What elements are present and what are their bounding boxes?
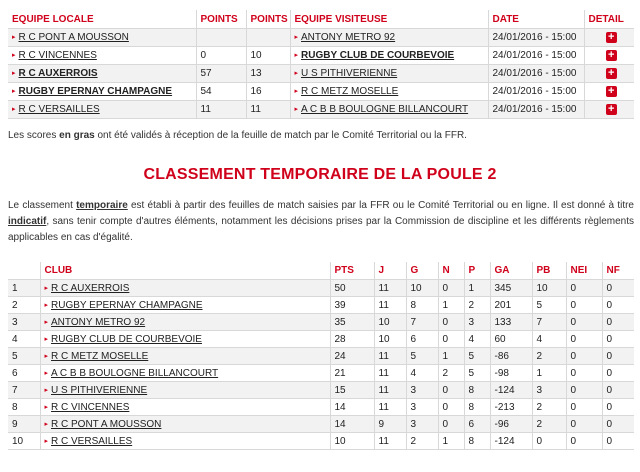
n-cell: 0 bbox=[438, 280, 464, 297]
triangle-bullet-icon: ▸ bbox=[294, 106, 299, 113]
p-cell: 6 bbox=[464, 416, 490, 433]
header-nf: NF bbox=[602, 262, 634, 280]
triangle-bullet-icon: ▸ bbox=[44, 352, 49, 360]
club-link[interactable]: RUGBY EPERNAY CHAMPAGNE bbox=[51, 299, 203, 311]
away-team-cell bbox=[290, 65, 488, 83]
detail-plus-icon[interactable]: + bbox=[606, 68, 617, 79]
ga-cell: -96 bbox=[490, 416, 532, 433]
triangle-bullet-icon: ▸ bbox=[44, 437, 49, 445]
n-cell: 1 bbox=[438, 297, 464, 314]
pts-cell: 21 bbox=[330, 365, 374, 382]
g-cell: 10 bbox=[406, 280, 438, 297]
pts-cell: 35 bbox=[330, 314, 374, 331]
away-team-cell bbox=[290, 47, 488, 65]
away-team-link[interactable]: R C METZ MOSELLE bbox=[301, 86, 399, 97]
club-link[interactable]: R C METZ MOSELLE bbox=[51, 350, 149, 362]
header-nei: NEI bbox=[566, 262, 602, 280]
triangle-bullet-icon: ▸ bbox=[44, 318, 49, 326]
nei-cell: 0 bbox=[566, 297, 602, 314]
p-cell: 8 bbox=[464, 382, 490, 399]
nf-cell: 0 bbox=[602, 382, 634, 399]
match-date: 24/01/2016 - 15:00 bbox=[488, 65, 584, 83]
j-cell: 11 bbox=[374, 280, 406, 297]
pb-cell: 3 bbox=[532, 382, 566, 399]
ga-cell: -124 bbox=[490, 382, 532, 399]
detail-plus-icon[interactable]: + bbox=[606, 104, 617, 115]
pb-cell: 2 bbox=[532, 399, 566, 416]
nf-cell: 0 bbox=[602, 433, 634, 450]
standings-row bbox=[8, 348, 634, 365]
triangle-bullet-icon: ▸ bbox=[12, 34, 16, 41]
n-cell: 0 bbox=[438, 399, 464, 416]
nf-cell: 0 bbox=[602, 297, 634, 314]
away-points: 16 bbox=[246, 83, 290, 101]
header-j: J bbox=[374, 262, 406, 280]
header-p: P bbox=[464, 262, 490, 280]
header-away-team: EQUIPE VISITEUSE bbox=[290, 10, 488, 29]
home-team-cell bbox=[8, 101, 196, 119]
g-cell: 6 bbox=[406, 331, 438, 348]
header-g: G bbox=[406, 262, 438, 280]
triangle-bullet-icon: ▸ bbox=[44, 386, 49, 394]
triangle-bullet-icon: ▸ bbox=[294, 52, 299, 59]
p-cell: 8 bbox=[464, 433, 490, 450]
n-cell: 1 bbox=[438, 348, 464, 365]
triangle-bullet-icon: ▸ bbox=[12, 70, 16, 77]
triangle-bullet-icon: ▸ bbox=[44, 284, 49, 292]
club-link[interactable]: U S PITHIVERIENNE bbox=[51, 384, 148, 396]
g-cell: 8 bbox=[406, 297, 438, 314]
pb-cell: 2 bbox=[532, 416, 566, 433]
home-team-cell bbox=[8, 65, 196, 83]
club-cell bbox=[40, 280, 330, 297]
n-cell: 0 bbox=[438, 382, 464, 399]
g-cell: 3 bbox=[406, 382, 438, 399]
pts-cell: 39 bbox=[330, 297, 374, 314]
rank-cell: 3 bbox=[8, 314, 40, 331]
p-cell: 5 bbox=[464, 365, 490, 382]
triangle-bullet-icon: ▸ bbox=[44, 403, 49, 411]
triangle-bullet-icon: ▸ bbox=[44, 301, 49, 309]
nf-cell: 0 bbox=[602, 365, 634, 382]
pts-cell: 14 bbox=[330, 416, 374, 433]
g-cell: 5 bbox=[406, 348, 438, 365]
n-cell: 0 bbox=[438, 331, 464, 348]
header-n: N bbox=[438, 262, 464, 280]
header-home-team: EQUIPE LOCALE bbox=[8, 10, 196, 29]
home-points bbox=[196, 29, 246, 47]
header-rank bbox=[8, 262, 40, 280]
matches-table bbox=[8, 10, 634, 119]
away-team-cell bbox=[290, 29, 488, 47]
home-points: 0 bbox=[196, 47, 246, 65]
detail-plus-icon[interactable]: + bbox=[606, 50, 617, 61]
away-points: 10 bbox=[246, 47, 290, 65]
header-date: DATE bbox=[488, 10, 584, 29]
club-cell bbox=[40, 314, 330, 331]
club-cell bbox=[40, 433, 330, 450]
header-detail: DETAIL bbox=[584, 10, 634, 29]
note-bold: en gras bbox=[59, 130, 95, 141]
detail-cell bbox=[584, 29, 634, 47]
n-cell: 0 bbox=[438, 314, 464, 331]
detail-plus-icon[interactable]: + bbox=[606, 86, 617, 97]
triangle-bullet-icon: ▸ bbox=[44, 369, 49, 377]
detail-plus-icon[interactable]: + bbox=[606, 32, 617, 43]
standings-row bbox=[8, 365, 634, 382]
p-cell: 5 bbox=[464, 348, 490, 365]
n-cell: 0 bbox=[438, 416, 464, 433]
matches-header-row bbox=[8, 10, 634, 29]
ga-cell: -124 bbox=[490, 433, 532, 450]
club-link[interactable]: ANTONY METRO 92 bbox=[51, 316, 146, 328]
standings-row bbox=[8, 280, 634, 297]
nei-cell: 0 bbox=[566, 382, 602, 399]
header-ga: GA bbox=[490, 262, 532, 280]
intro-part-3: , sans tenir compte d'autres éléments, notamment les décisions prises par la Commission de discipline et les différents règlements applicables en cas d'égalité. bbox=[8, 216, 634, 243]
header-club: CLUB bbox=[40, 262, 330, 280]
nf-cell: 0 bbox=[602, 416, 634, 433]
j-cell: 11 bbox=[374, 365, 406, 382]
away-team-link[interactable]: RUGBY CLUB DE COURBEVOIE bbox=[301, 50, 455, 61]
rank-cell: 5 bbox=[8, 348, 40, 365]
n-cell: 1 bbox=[438, 433, 464, 450]
club-cell bbox=[40, 399, 330, 416]
ga-cell: 133 bbox=[490, 314, 532, 331]
club-link[interactable]: A C B B BOULOGNE BILLANCOURT bbox=[51, 367, 219, 379]
standings-row bbox=[8, 416, 634, 433]
club-cell bbox=[40, 297, 330, 314]
away-points bbox=[246, 29, 290, 47]
home-team-link[interactable]: R C VINCENNES bbox=[18, 50, 97, 61]
rank-cell: 7 bbox=[8, 382, 40, 399]
p-cell: 2 bbox=[464, 297, 490, 314]
g-cell: 7 bbox=[406, 314, 438, 331]
note-text-start: Les scores bbox=[8, 130, 60, 141]
intro-part-1: Le classement bbox=[8, 200, 77, 211]
ga-cell: -213 bbox=[490, 399, 532, 416]
standings-row bbox=[8, 433, 634, 450]
standings-row bbox=[8, 331, 634, 348]
intro-temporaire: temporaire bbox=[76, 200, 128, 211]
triangle-bullet-icon: ▸ bbox=[294, 34, 299, 41]
ga-cell: -98 bbox=[490, 365, 532, 382]
pb-cell: 0 bbox=[532, 433, 566, 450]
match-date: 24/01/2016 - 15:00 bbox=[488, 101, 584, 119]
club-cell bbox=[40, 348, 330, 365]
rank-cell: 9 bbox=[8, 416, 40, 433]
pb-cell: 2 bbox=[532, 348, 566, 365]
home-team-link[interactable]: R C AUXERROIS bbox=[18, 68, 98, 79]
rank-cell: 8 bbox=[8, 399, 40, 416]
ga-cell: 201 bbox=[490, 297, 532, 314]
intro-part-2: est établi à partir des feuilles de match saisies par la FFR ou le Comité Territorial ou en ligne. Il est donné à titre bbox=[127, 200, 634, 211]
triangle-bullet-icon: ▸ bbox=[12, 106, 16, 113]
club-cell bbox=[40, 365, 330, 382]
home-points: 54 bbox=[196, 83, 246, 101]
nf-cell: 0 bbox=[602, 348, 634, 365]
intro-indicatif: indicatif bbox=[8, 216, 47, 227]
match-date: 24/01/2016 - 15:00 bbox=[488, 83, 584, 101]
club-cell bbox=[40, 416, 330, 433]
standings-intro bbox=[8, 198, 634, 246]
club-cell bbox=[40, 331, 330, 348]
detail-cell bbox=[584, 65, 634, 83]
header-pb: PB bbox=[532, 262, 566, 280]
triangle-bullet-icon: ▸ bbox=[12, 88, 16, 95]
p-cell: 4 bbox=[464, 331, 490, 348]
ga-cell: 60 bbox=[490, 331, 532, 348]
g-cell: 4 bbox=[406, 365, 438, 382]
home-team-link[interactable]: R C PONT A MOUSSON bbox=[18, 32, 129, 43]
club-link[interactable]: R C PONT A MOUSSON bbox=[51, 418, 162, 430]
rank-cell: 1 bbox=[8, 280, 40, 297]
p-cell: 8 bbox=[464, 399, 490, 416]
pts-cell: 28 bbox=[330, 331, 374, 348]
header-pts: PTS bbox=[330, 262, 374, 280]
club-cell bbox=[40, 382, 330, 399]
home-team-cell bbox=[8, 47, 196, 65]
j-cell: 11 bbox=[374, 348, 406, 365]
match-row bbox=[8, 83, 634, 101]
standings-row bbox=[8, 399, 634, 416]
home-team-link[interactable]: R C VERSAILLES bbox=[18, 104, 100, 115]
match-row bbox=[8, 47, 634, 65]
nei-cell: 0 bbox=[566, 280, 602, 297]
pb-cell: 5 bbox=[532, 297, 566, 314]
standings-row bbox=[8, 382, 634, 399]
nei-cell: 0 bbox=[566, 399, 602, 416]
match-row bbox=[8, 29, 634, 47]
pts-cell: 10 bbox=[330, 433, 374, 450]
away-team-link[interactable]: A C B B BOULOGNE BILLANCOURT bbox=[301, 104, 469, 115]
home-points: 57 bbox=[196, 65, 246, 83]
club-link[interactable]: R C AUXERROIS bbox=[51, 282, 130, 294]
match-date: 24/01/2016 - 15:00 bbox=[488, 29, 584, 47]
away-team-cell bbox=[290, 83, 488, 101]
triangle-bullet-icon: ▸ bbox=[12, 52, 16, 59]
header-home-points: POINTS bbox=[196, 10, 246, 29]
pb-cell: 7 bbox=[532, 314, 566, 331]
rank-cell: 2 bbox=[8, 297, 40, 314]
note-text-end: ont été validés à réception de la feuille de match par le Comité Territorial ou la FFR. bbox=[94, 130, 467, 141]
detail-cell bbox=[584, 83, 634, 101]
pb-cell: 10 bbox=[532, 280, 566, 297]
home-points: 11 bbox=[196, 101, 246, 119]
nei-cell: 0 bbox=[566, 433, 602, 450]
pb-cell: 4 bbox=[532, 331, 566, 348]
pts-cell: 24 bbox=[330, 348, 374, 365]
nei-cell: 0 bbox=[566, 416, 602, 433]
n-cell: 2 bbox=[438, 365, 464, 382]
nf-cell: 0 bbox=[602, 331, 634, 348]
triangle-bullet-icon: ▸ bbox=[44, 420, 49, 428]
g-cell: 2 bbox=[406, 433, 438, 450]
j-cell: 9 bbox=[374, 416, 406, 433]
triangle-bullet-icon: ▸ bbox=[294, 70, 299, 77]
match-row bbox=[8, 65, 634, 83]
j-cell: 11 bbox=[374, 382, 406, 399]
ga-cell: -86 bbox=[490, 348, 532, 365]
home-team-cell bbox=[8, 29, 196, 47]
nei-cell: 0 bbox=[566, 331, 602, 348]
rank-cell: 10 bbox=[8, 433, 40, 450]
detail-cell bbox=[584, 101, 634, 119]
away-team-cell bbox=[290, 101, 488, 119]
standings-row bbox=[8, 297, 634, 314]
nf-cell: 0 bbox=[602, 280, 634, 297]
rank-cell: 4 bbox=[8, 331, 40, 348]
standings-header-row bbox=[8, 262, 634, 280]
match-row bbox=[8, 101, 634, 119]
section-title: CLASSEMENT TEMPORAIRE DE LA POULE 2 bbox=[143, 166, 497, 183]
standings-table bbox=[8, 262, 634, 450]
away-points: 13 bbox=[246, 65, 290, 83]
nf-cell: 0 bbox=[602, 314, 634, 331]
pts-cell: 14 bbox=[330, 399, 374, 416]
g-cell: 3 bbox=[406, 399, 438, 416]
pb-cell: 1 bbox=[532, 365, 566, 382]
ga-cell: 345 bbox=[490, 280, 532, 297]
j-cell: 10 bbox=[374, 331, 406, 348]
header-away-points: POINTS bbox=[246, 10, 290, 29]
home-team-link[interactable]: RUGBY EPERNAY CHAMPAGNE bbox=[18, 86, 173, 97]
j-cell: 11 bbox=[374, 433, 406, 450]
nei-cell: 0 bbox=[566, 365, 602, 382]
club-link[interactable]: RUGBY CLUB DE COURBEVOIE bbox=[51, 333, 202, 345]
detail-cell bbox=[584, 47, 634, 65]
p-cell: 3 bbox=[464, 314, 490, 331]
nf-cell: 0 bbox=[602, 399, 634, 416]
home-team-cell bbox=[8, 83, 196, 101]
p-cell: 1 bbox=[464, 280, 490, 297]
nei-cell: 0 bbox=[566, 348, 602, 365]
pts-cell: 50 bbox=[330, 280, 374, 297]
nei-cell: 0 bbox=[566, 314, 602, 331]
standings-row bbox=[8, 314, 634, 331]
j-cell: 11 bbox=[374, 297, 406, 314]
g-cell: 3 bbox=[406, 416, 438, 433]
triangle-bullet-icon: ▸ bbox=[294, 88, 299, 95]
j-cell: 10 bbox=[374, 314, 406, 331]
club-link[interactable]: R C VINCENNES bbox=[51, 401, 130, 413]
club-link[interactable]: R C VERSAILLES bbox=[51, 435, 133, 447]
rank-cell: 6 bbox=[8, 365, 40, 382]
away-points: 11 bbox=[246, 101, 290, 119]
match-date: 24/01/2016 - 15:00 bbox=[488, 47, 584, 65]
triangle-bullet-icon: ▸ bbox=[44, 335, 49, 343]
away-team-link[interactable]: ANTONY METRO 92 bbox=[301, 32, 396, 43]
j-cell: 11 bbox=[374, 399, 406, 416]
pts-cell: 15 bbox=[330, 382, 374, 399]
away-team-link[interactable]: U S PITHIVERIENNE bbox=[301, 68, 398, 79]
scores-note bbox=[8, 130, 634, 141]
